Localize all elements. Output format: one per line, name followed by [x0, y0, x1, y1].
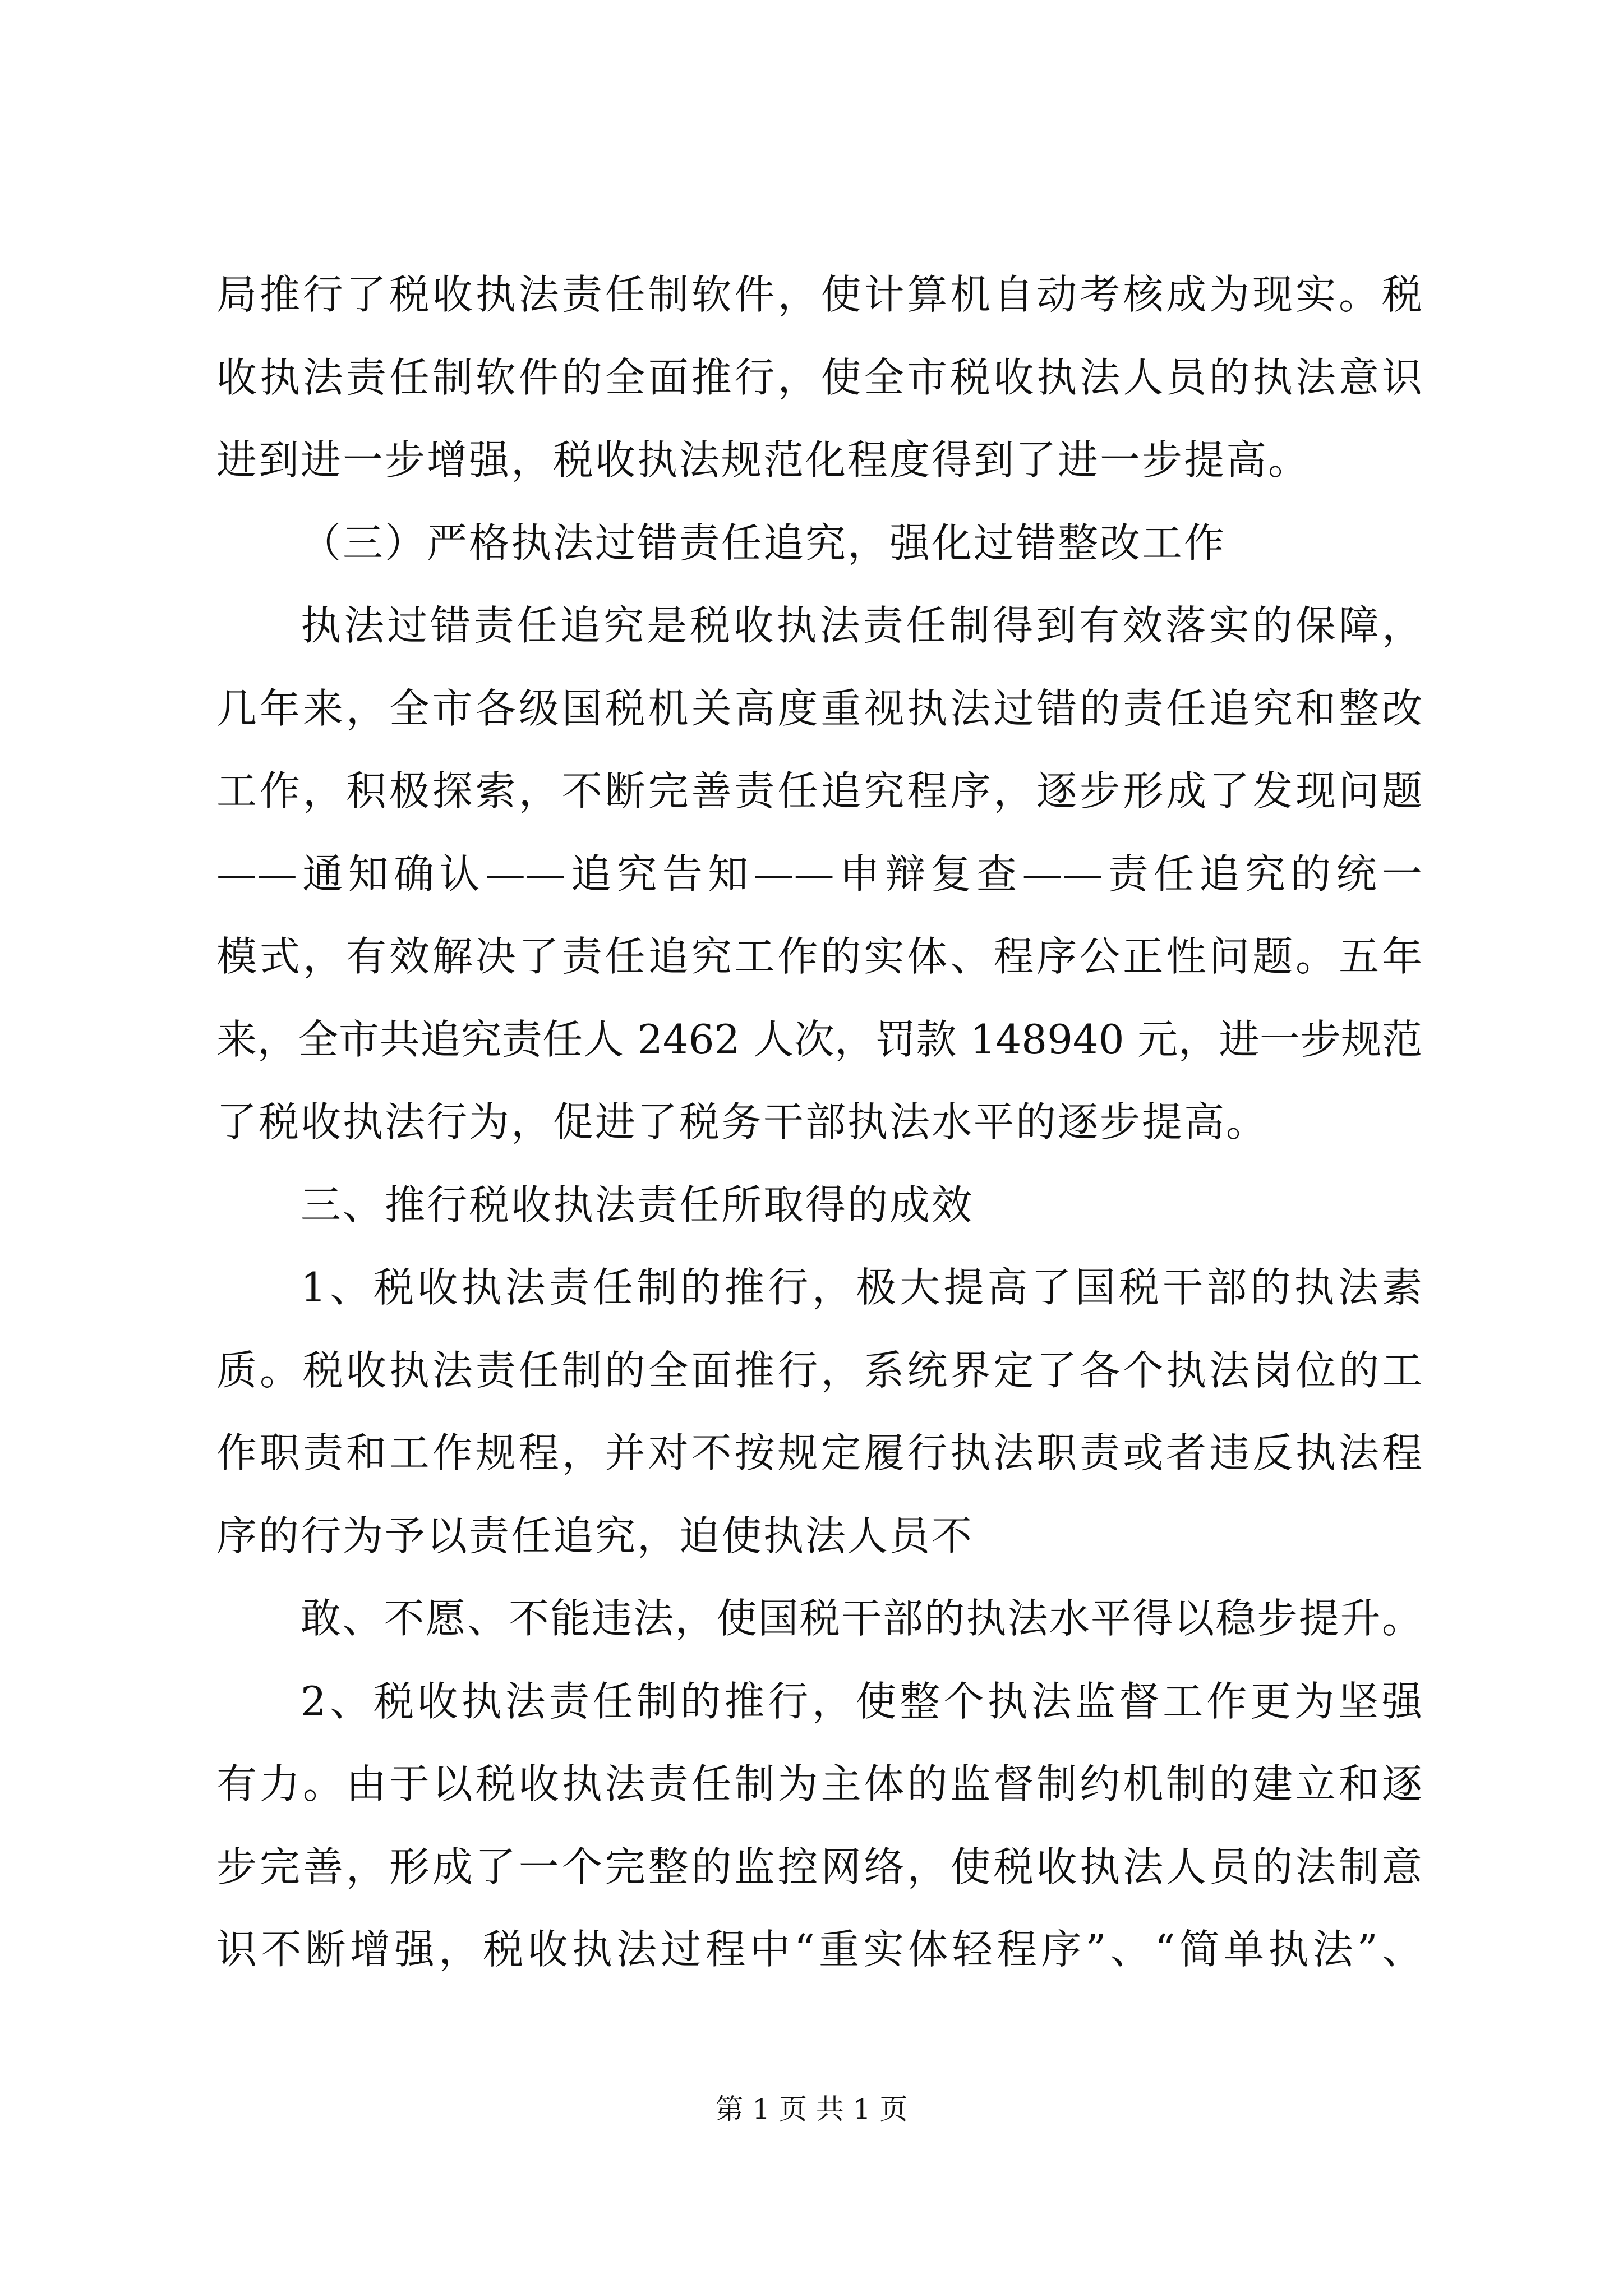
text-line: 来，全市共追究责任人 2462 人次，罚款 148940 元，进一步规范 [216, 1015, 1422, 1063]
text-line: ——通知确认——追究告知——申辩复查——责任追究的统一 [216, 850, 1422, 898]
text-line: 几年来，全市各级国税机关高度重视执法过错的责任追究和整改 [216, 684, 1422, 732]
text-line: 模式，有效解决了责任追究工作的实体、程序公正性问题。五年 [216, 933, 1422, 980]
page-footer: 第 1 页 共 1 页 [715, 2093, 908, 2125]
text-line: 序的行为予以责任追究，迫使执法人员不 [216, 1512, 974, 1559]
section-heading: （三）严格执法过错责任追究，强化过错整改工作 [301, 519, 1227, 567]
text-line: 工作，积极探索，不断完善责任追究程序，逐步形成了发现问题 [216, 767, 1422, 815]
text-line: 收执法责任制软件的全面推行，使全市税收执法人员的执法意识 [216, 353, 1422, 401]
document-body [216, 254, 1422, 1991]
text-line: 进到进一步增强，税收执法规范化程度得到了进一步提高。 [216, 436, 1311, 484]
text-line: 敢、不愿、不能违法，使国税干部的执法水平得以稳步提升。 [301, 1595, 1422, 1642]
text-line: 了税收执法行为，促进了税务干部执法水平的逐步提高。 [216, 1098, 1269, 1145]
text-line: 作职责和工作规程，并对不按规定履行执法职责或者违反执法程 [216, 1429, 1422, 1476]
text-line: 步完善，形成了一个完整的监控网络，使税收执法人员的法制意 [216, 1843, 1422, 1890]
text-line: 有力。由于以税收执法责任制为主体的监督制约机制的建立和逐 [216, 1760, 1422, 1807]
text-line: 局推行了税收执法责任制软件，使计算机自动考核成为现实。税 [216, 271, 1422, 318]
text-line: 2、税收执法责任制的推行，使整个执法监督工作更为坚强 [301, 1677, 1422, 1725]
text-line: 1、税收执法责任制的推行，极大提高了国税干部的执法素 [301, 1264, 1422, 1311]
text-line: 识不断增强，税收执法过程中“重实体轻程序”、“简单执法”、 [216, 1926, 1422, 1973]
section-heading: 三、推行税收执法责任所取得的成效 [301, 1181, 974, 1228]
text-line: 质。税收执法责任制的全面推行，系统界定了各个执法岗位的工 [216, 1346, 1422, 1394]
text-line: 执法过错责任追究是税收执法责任制得到有效落实的保障， [301, 602, 1422, 649]
